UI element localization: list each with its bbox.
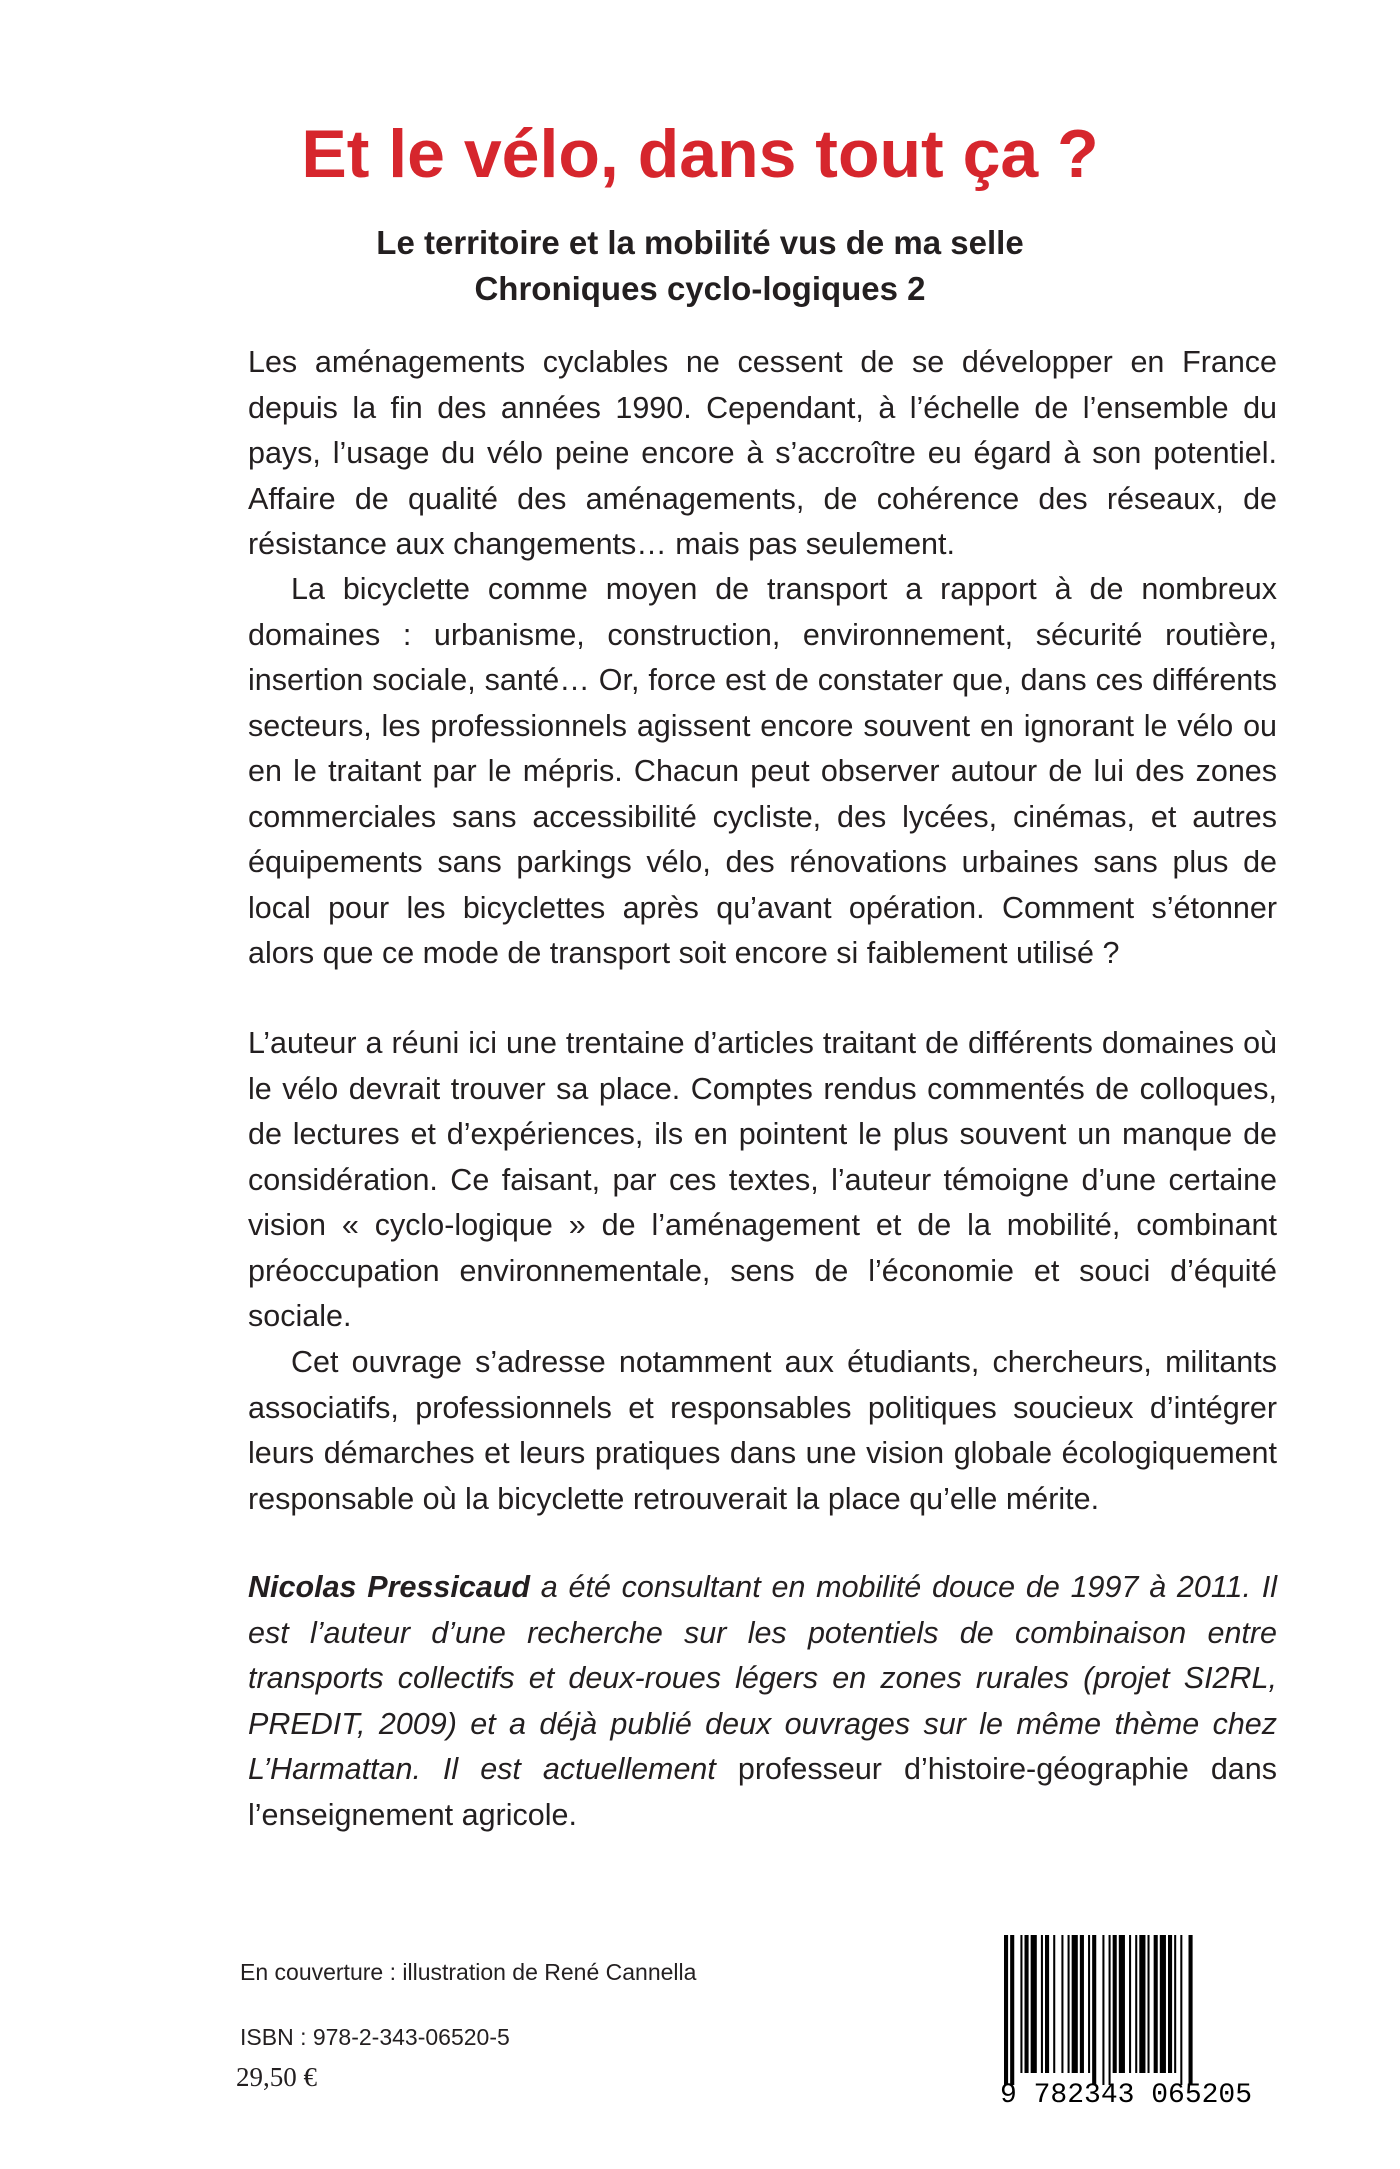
- price: 29,50 €: [236, 2062, 317, 2092]
- barcode-bar: [1092, 1935, 1096, 2085]
- blurb-paragraph-2: La bicyclette comme moyen de transport a rapport à de nombreux domaines : urbanisme, construction, environnement, sécurité routière, insertion sociale, santé… Or, force est de constater que, dans ces différents secteurs, les professionnels agissent encore souvent en ignorant le vélo ou en le traitant par le mépris. Chacun peut observer autour de lui des zones commerciales sans accessibilité cycliste, des lycées, cinémas, et autres équipements sans parkings vélo, des rénovations urbaines sans plus de local pour les bicyclettes après qu’avant opération. Comment s’étonner alors que ce mode de transport soit encore si faiblement utilisé ?: [248, 572, 1277, 970]
- barcode-bar: [1139, 1935, 1145, 2073]
- barcode-bar: [1174, 1935, 1176, 2073]
- barcode-bar: [1088, 1935, 1090, 2073]
- barcode-bar: [1061, 1935, 1063, 2073]
- barcode-bar: [1053, 1935, 1055, 2073]
- cover-credit: En couverture : illustration de René Cannella: [240, 1959, 697, 1985]
- barcode-bar: [1072, 1935, 1078, 2073]
- barcode-bar: [1160, 1935, 1166, 2073]
- barcode-bar: [1154, 1935, 1158, 2073]
- barcode-bar: [1168, 1935, 1172, 2073]
- barcode-digits: 9 782343 065205: [1000, 2080, 1253, 2111]
- barcode-bar: [1102, 1935, 1104, 2085]
- barcode-bar: [1180, 1935, 1182, 2085]
- series-title: Chroniques cyclo-logiques 2: [474, 270, 926, 307]
- book-subtitle: Le territoire et la mobilité vus de ma selle: [376, 224, 1024, 261]
- blurb-paragraph-1: Les aménagements cyclables ne cessent de se développer en France depuis la fin des années 1990. Cependant, à l’échelle de l’ensemble du pays, l’usage du vélo peine encore à s’accroître eu égard à son potentiel. Affaire de qualité des aménagements, de cohérence des réseaux, de résistance aux changements… mais pas seulement.: [248, 345, 1277, 561]
- barcode-bar: [1031, 1935, 1037, 2073]
- isbn: ISBN : 978-2-343-06520-5: [240, 2024, 510, 2050]
- barcode-bar: [1080, 1935, 1084, 2073]
- book-title: Et le vélo, dans tout ça ?: [301, 116, 1099, 192]
- barcode-bar: [1109, 1935, 1111, 2085]
- barcode-bar: [1148, 1935, 1150, 2073]
- author-bio: [248, 1565, 1277, 1838]
- barcode-bar: [1129, 1935, 1131, 2073]
- barcode-bar: [1004, 1935, 1008, 2085]
- blurb-paragraph-4: Cet ouvrage s’adresse notamment aux étudiants, chercheurs, militants associatifs, professionnels et responsables politiques soucieux d’intégrer leurs démarches et leurs pratiques dans une vision globale écologiquement responsable où la bicyclette retrouverait la place qu’elle mérite.: [248, 1345, 1277, 1516]
- barcode-bar: [1010, 1935, 1014, 2085]
- barcode-bar: [1041, 1935, 1043, 2073]
- barcode-bar: [1113, 1935, 1117, 2073]
- author-bio-italic: a été consultant en mobilité douce de 1997 à 2011. Il est l’auteur d’une recherche sur les potentiels de combinaison entre transports collectifs et deux-roues légers en zones rurales (projet SI2RL, PREDIT, 2009) et a déjà publié deux ouvrages sur le même thème chez L’Harmattan. Il est actuellement: [248, 1570, 1277, 1786]
- barcode-bar: [1025, 1935, 1029, 2073]
- blurb-paragraph-3: L’auteur a réuni ici une trentaine d’articles traitant de différents domaines où le vélo devrait trouver sa place. Comptes rendus commentés de colloques, de lectures et d’expériences, ils en pointent le plus souvent un manque de considération. Ce faisant, par ces textes, l’auteur témoigne d’une certaine vision « cyclo-logique » de l’aménagement et de la mobilité, combinant préoccupation environnementale, sens de l’économie et souci d’équité sociale.: [248, 1026, 1277, 1333]
- barcode-bar: [1068, 1935, 1070, 2073]
- barcode-bar: [1045, 1935, 1049, 2073]
- barcode-bar: [1119, 1935, 1125, 2073]
- author-bio-roman: professeur d’histoire-géographie dans l’enseignement agricole.: [248, 1752, 1277, 1832]
- barcode-icon: [1000, 1935, 1260, 2085]
- barcode-bar: [1020, 1935, 1022, 2073]
- barcode-bar: [1135, 1935, 1137, 2073]
- barcode-bar: [1189, 1935, 1193, 2085]
- author-name: Nicolas Pressicaud: [248, 1570, 531, 1604]
